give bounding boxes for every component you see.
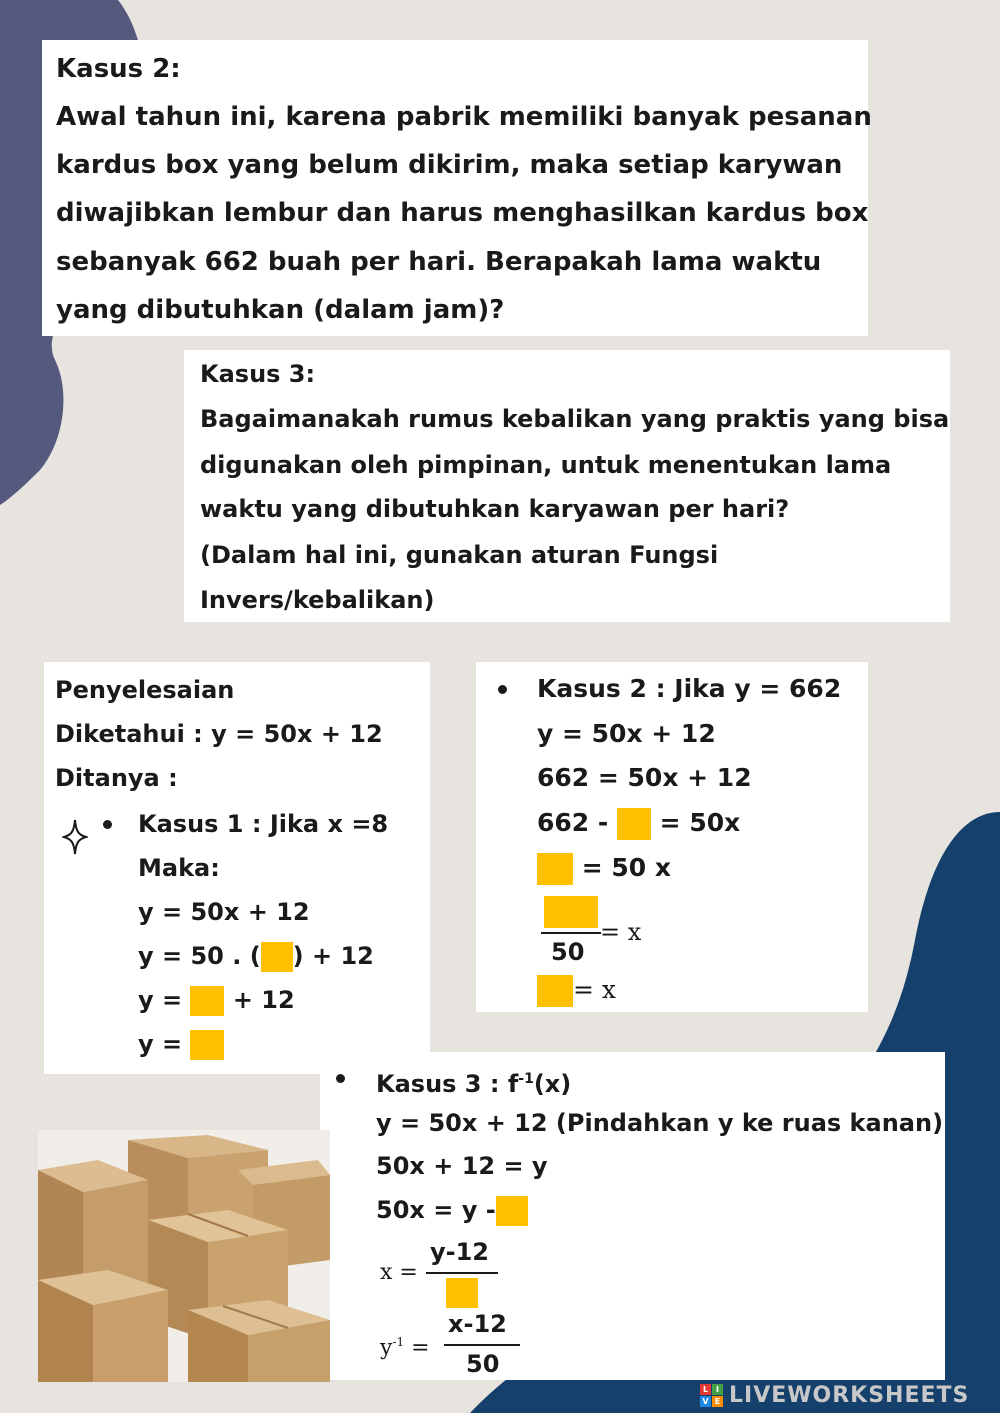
case-3-frac-2-denominator: 50 <box>466 1350 500 1378</box>
live-badge-letter-3: V <box>700 1396 711 1407</box>
case-2-frac-equals-x: = x <box>600 918 642 946</box>
case-2-bullet <box>498 685 507 694</box>
case-2-eq-2: 662 = 50x + 12 <box>537 763 752 792</box>
case-1-eq-2 <box>138 940 374 972</box>
sparkle-icon <box>62 818 88 856</box>
kasus-2-line-2: kardus box yang belum dikirim, maka setiap karywan <box>56 150 843 180</box>
case-1-eq-3 <box>138 984 295 1016</box>
liveworksheets-watermark <box>700 1380 969 1410</box>
case-2-eq-4 <box>537 852 671 885</box>
kasus-3-card <box>184 350 950 622</box>
case-3-title-arg: (x) <box>533 1070 572 1098</box>
case-3-eq-2: 50x + 12 = y <box>376 1152 548 1180</box>
case-2-eq-3-left: 662 - <box>537 808 617 837</box>
answer-blank-difference[interactable] <box>537 853 573 885</box>
live-badge-letter-1: L <box>700 1384 711 1395</box>
answer-blank-constant[interactable] <box>617 808 651 840</box>
kasus-2-line-4: sebanyak 662 buah per hari. Berapakah lama waktu <box>56 247 822 277</box>
case-2-eq-3 <box>537 807 740 840</box>
answer-blank-y[interactable] <box>190 1030 224 1060</box>
case-3-title-text: Kasus 3 : f <box>376 1070 519 1098</box>
kasus-3-line-4: (Dalam hal ini, gunakan aturan Fungsi <box>200 541 719 569</box>
case-3-eq-3 <box>376 1194 528 1226</box>
known-equation: Diketahui : y = 50x + 12 <box>55 720 383 748</box>
answer-blank-product[interactable] <box>190 986 224 1016</box>
case-1-eq-1: y = 50x + 12 <box>138 898 310 926</box>
kasus-2-title: Kasus 2: <box>56 54 181 84</box>
case-2-eq-4-right: = 50 x <box>573 853 671 882</box>
kasus-3-line-3: waktu yang dibutuhkan karyawan per hari? <box>200 495 790 523</box>
case-3-y-inverse-equals: = <box>411 1335 430 1361</box>
watermark-text: LIVEWORKSHEETS <box>729 1382 970 1408</box>
kasus-2-card <box>42 40 872 336</box>
case-2-eq-3-right: = 50x <box>650 808 741 837</box>
kasus-3-line-5: Invers/kebalikan) <box>200 586 435 614</box>
answer-blank-numerator[interactable] <box>544 896 598 928</box>
kasus-2-line-5: yang dibutuhkan (dalam jam)? <box>56 295 505 325</box>
cardboard-boxes-image <box>38 1130 330 1382</box>
case-3-y-inverse <box>380 1326 430 1364</box>
case-3-frac-1-bar <box>426 1272 498 1274</box>
then-label: Maka: <box>138 854 220 882</box>
asked-label: Ditanya : <box>55 764 178 792</box>
case-2-eq-1: y = 50x + 12 <box>537 719 716 748</box>
case-3-y-inverse-base: y <box>380 1335 393 1361</box>
answer-blank-x-result[interactable] <box>537 975 573 1007</box>
case-3-eq-1: y = 50x + 12 (Pindahkan y ke ruas kanan) <box>376 1109 944 1137</box>
case-2-fraction-bar <box>541 932 601 934</box>
solution-bottom-card <box>320 1052 945 1380</box>
case-3-title <box>376 1063 571 1100</box>
case-3-y-inverse-superscript: -1 <box>392 1335 405 1349</box>
answer-blank-x[interactable] <box>261 942 293 972</box>
live-badge <box>700 1384 723 1407</box>
case-3-x-equals: x = <box>380 1260 418 1285</box>
answer-blank-subtrahend[interactable] <box>496 1196 528 1226</box>
solution-heading: Penyelesaian <box>55 676 235 704</box>
case-3-title-superscript: -1 <box>518 1071 534 1087</box>
case-1-eq-2-left: y = 50 . ( <box>138 942 261 970</box>
case-2-equals-x: = x <box>573 975 616 1004</box>
case-1-eq-4 <box>138 1028 224 1060</box>
case-3-frac-2-numerator: x-12 <box>448 1310 507 1338</box>
case-3-frac-2-bar <box>444 1344 520 1346</box>
kasus-2-line-3: diwajibkan lembur dan harus menghasilkan kardus box <box>56 198 869 228</box>
kasus-2-line-1: Awal tahun ini, karena pabrik memiliki banyak pesanan <box>56 102 872 132</box>
answer-blank-denominator[interactable] <box>446 1278 478 1308</box>
case-1-title: Kasus 1 : Jika x =8 <box>138 810 389 838</box>
case-3-frac-1-numerator: y-12 <box>430 1238 490 1266</box>
case-1-bullet <box>103 820 112 829</box>
case-2-fraction-denominator: 50 <box>551 938 585 966</box>
solution-left-card <box>44 662 430 1074</box>
kasus-3-line-2: digunakan oleh pimpinan, untuk menentukan lama <box>200 451 892 479</box>
case-1-eq-2-right: ) + 12 <box>292 942 374 970</box>
solution-right-card <box>476 662 868 1012</box>
kasus-3-title: Kasus 3: <box>200 360 316 388</box>
case-1-eq-3-right: + 12 <box>224 986 295 1014</box>
case-2-eq-6 <box>537 974 616 1007</box>
kasus-3-line-1: Bagaimanakah rumus kebalikan yang praktis yang bisa <box>200 405 950 433</box>
case-3-bullet <box>336 1074 345 1083</box>
live-badge-letter-2: I <box>712 1384 723 1395</box>
case-3-eq-3-left: 50x = y - <box>376 1196 496 1224</box>
case-1-eq-3-left: y = <box>138 986 191 1014</box>
case-2-title: Kasus 2 : Jika y = 662 <box>537 674 842 703</box>
case-1-eq-4-left: y = <box>138 1030 191 1058</box>
live-badge-letter-4: E <box>712 1396 723 1407</box>
